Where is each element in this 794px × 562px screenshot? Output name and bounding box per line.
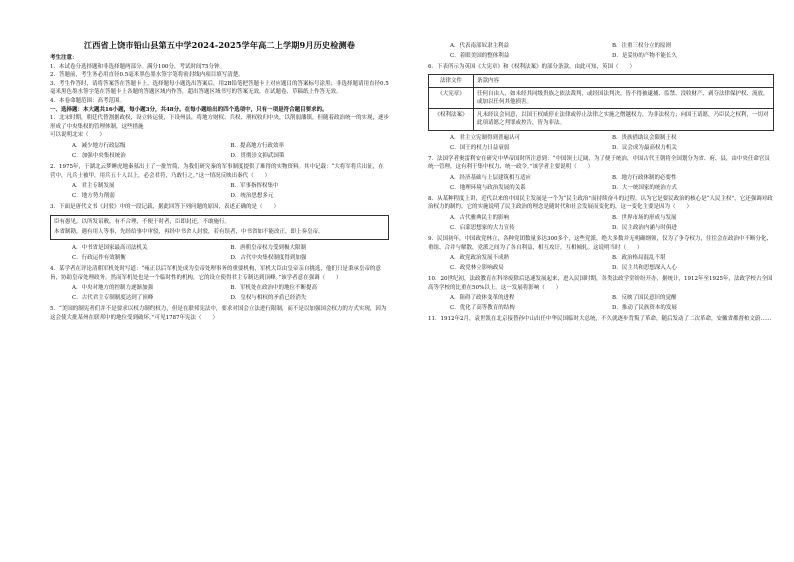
section-heading: 一、选择题：本大题共16小题，每小题3分，共48分。在每小题给出的四个选项中，只有一项是符合题目要求的。 bbox=[50, 106, 328, 113]
question-2-options bbox=[50, 181, 389, 201]
table-cell: 《权利法案》 bbox=[429, 109, 474, 130]
question-8-stem: 8．从某种程度上讲，近代以来的中国民主发展是一个为“民主政治”而持续奋斗的过程，认为它是要民政治的核心是“人民主权”，它还强调对政治权力的制约。它的实施说明了民主政治的理念是随时代和社会发展而变化的，这一变化主要是因为（ ） bbox=[428, 195, 773, 211]
question-6-table bbox=[428, 74, 774, 131]
source-text: 臣有愚见，以所发诏敕，有不合理，不便于时者，臣即封还，不敢施行。 bbox=[54, 218, 231, 225]
question-4-stem: 4．某学者在评论清朝军机处时写道：“雍正以后军机处成为皇帝处理事务的重要机构，军机大臣由皇帝亲自挑选，他们只是秉承皇帝的意旨，协助皇帝处理政务。然而军机处也是一个临时性的机构，它的设立使得君主专制达到顶峰。”该学者意在强调（ ） bbox=[50, 265, 381, 281]
question-1-stem-2: 可以说明北宋（ ） bbox=[50, 132, 106, 139]
option-b[interactable]: B．唐朝皇帝权力受到极大限制 bbox=[230, 244, 307, 251]
option-b[interactable]: B．政治格局混乱不堪 bbox=[612, 255, 666, 262]
question-1-options bbox=[50, 141, 389, 161]
option-b[interactable]: B．注重三权分立的原则 bbox=[612, 43, 672, 49]
question-5-options bbox=[428, 41, 774, 61]
option-d[interactable]: D．民主共和思想深入人心 bbox=[612, 265, 677, 272]
option-d[interactable]: D．民主政治内涵与时俱进 bbox=[612, 224, 677, 231]
table-cell: 条款内容 bbox=[474, 74, 774, 87]
option-d[interactable]: D．推动了民族资本的发展 bbox=[612, 305, 677, 312]
option-a[interactable]: A．中书省是国家最高司法机关 bbox=[72, 244, 148, 251]
question-10-options bbox=[428, 293, 774, 313]
option-c[interactable]: C．着眼美国的整体利益 bbox=[450, 53, 510, 59]
option-a[interactable]: A．经济基础与上层建筑相互适应 bbox=[450, 174, 531, 181]
table-cell: 《大宪章》 bbox=[429, 87, 474, 108]
question-6-options bbox=[428, 133, 774, 153]
table-row bbox=[429, 109, 774, 130]
question-3-options bbox=[50, 243, 389, 263]
option-a[interactable]: A．减少地方行政层级 bbox=[72, 142, 126, 149]
option-b[interactable]: B．军事指挥权集中 bbox=[230, 183, 279, 190]
option-a[interactable]: A．中央对地方的控制力逐渐加强 bbox=[72, 285, 153, 292]
notice-item: 2．答题前，考生务必用直径0.5毫米黑色墨水签字笔将密封线内项目填写清楚。 bbox=[50, 72, 244, 79]
option-c[interactable]: C．地方势力削弱 bbox=[72, 193, 115, 200]
table-row bbox=[429, 87, 774, 108]
question-7-options bbox=[428, 173, 774, 193]
question-9-options bbox=[428, 253, 774, 273]
question-11-stem: 11．1912年2月，袁世凯在北京接替孙中山出任中华民国临时大总统，不久就逐步背叛了革命，随后发动了二次革命，安徽省都督柏文蔚…… bbox=[428, 316, 772, 323]
question-4-options bbox=[50, 283, 389, 303]
table-cell: 凡未经议会同意，以国王权威停止法律或停止法律之实施之僭越权力，为非法权力；向国王请愿，乃臣民之权利，一切对此项请愿之判罪或控告，皆为非法。 bbox=[474, 109, 774, 130]
option-d[interactable]: D．议会成为最高权力机关 bbox=[612, 144, 677, 151]
table-cell: 任何自由人，如未经其同级贵族之依法裁判，或经国法判决，皆不得被逮捕、监禁、没收财产、剥夺法律保护权、流放，或加以任何其他损害。 bbox=[474, 87, 774, 108]
notice-item: 3．考生作答时，请将答案答在答题卡上。选择题每小题选出答案后，用2B铅笔把答题卡上对应题目的答案标号涂黑；非选择题请用直径0.5毫米黑色墨水签字笔在答题卡上各题的答题区域内作答，超出答题区域书写的答案无效，在试题卷、草稿纸上作答无效。 bbox=[50, 80, 389, 96]
right-column bbox=[404, 0, 792, 562]
notice-item: 1．本试卷分选择题和非选择题两部分。满分100分，考试时间75分钟。 bbox=[50, 63, 225, 70]
option-c[interactable]: C．启蒙思想家的大力宣传 bbox=[450, 224, 515, 231]
question-3-stem: 3．下面是唐代文书《封驳》中的一段记载，据此回答下列问题的原因，表述正确的是（ ） bbox=[50, 204, 280, 211]
option-a[interactable]: A．君主专制发展 bbox=[72, 183, 115, 190]
question-2-stem: 2．1975年，于湖北云梦睡虎地秦墓出土了一批竹简，为我们研究秦的军事制度提供了难得的实物资料。其中记载：“大将军将兵出征，在营中，凡兵士被甲，用兵五十人以上，必会君符，乃敢行之。”这一情况反映出秦代（ ） bbox=[50, 163, 384, 179]
option-c[interactable]: C．优化了高等教育的结构 bbox=[450, 305, 515, 312]
option-b[interactable]: B．军机处在政治中的地位不断提高 bbox=[230, 285, 318, 292]
option-d[interactable]: D．古代中央集权制度得到加强 bbox=[230, 254, 307, 261]
option-b[interactable]: B．世界市场的形成与发展 bbox=[612, 214, 677, 221]
option-b[interactable]: B．贵族借助议会限制王权 bbox=[612, 134, 677, 141]
question-10-stem: 10．20世纪初，法政教育在科举废除后迅速发展起来，进入民国时期，各类法政学堂纷纷开办，据统计，1912年至1925年，法政学校占全国高等学校的比重在50%以上。这一发展将影响（ ） bbox=[428, 276, 773, 291]
question-3-source-box bbox=[50, 215, 389, 240]
option-c[interactable]: C．政党林立影响政局 bbox=[450, 265, 504, 272]
option-b[interactable]: B．地方行政体制的必要性 bbox=[612, 174, 677, 181]
option-b[interactable]: B．反映了国民意识的觉醒 bbox=[612, 295, 677, 302]
question-5-stem: 5．“美国的制宪者们并不是要求以权力制约权力，但是在联邦宪法中，要求对国会立法进行限制，而不是以加强国会权力的方式实现，因为这会使大批某州在联邦中的地位受到破坏。”可见1787年宪法（ ） bbox=[50, 306, 387, 321]
notice-item: 4．本卷命题范围：高考范围。 bbox=[50, 97, 126, 104]
option-c[interactable]: C．国王的权力日益衰弱 bbox=[450, 144, 510, 151]
table-cell: 法律文件 bbox=[429, 74, 474, 87]
option-b[interactable]: B．提高地方行政效率 bbox=[230, 142, 285, 149]
option-d[interactable]: D．是妥协的产物不能长久 bbox=[612, 53, 677, 59]
question-8-options bbox=[428, 213, 774, 233]
option-c[interactable]: C．古代君主专制制度达到了顶峰 bbox=[72, 295, 154, 302]
question-1-stem: 1．北宋时期，朝廷代替割据政权，设立转运使，下设州县，将地方财权、兵权、刑权收归中央，以削弱藩镇。但随着政治统一的实现，逐步形成了中央集权的管理体制。这些措施 bbox=[50, 115, 390, 130]
source-text: 本省制勘，遇有用人等事，先经给事中审驳，再经中书舍人封驳，若有误者，中书省如不能改正，即上奏皇帝。 bbox=[54, 229, 324, 236]
question-9-stem: 9．民国初年，中国政党林立，各种党团数量多达300多个，这些党派，绝大多数并无明确纲领，仅为了争夺权力，往往会在政治中不断分化、重组、合并与解散，党派之间为了各自利益，相互攻讦，互相倾轧。这说明当时（ ） bbox=[428, 235, 773, 251]
question-7-stem: 7．法国学者奥雷利安在研究中华帝国时所注意到：“中国领土辽阔，为了便于统治，中国古代王朝将全国划分为省、府、县，由中央任命官员统一管理，这有利于集中权力、统一政令。”该学者主要说明（ ） bbox=[428, 155, 770, 171]
option-d[interactable]: D．统治思想多元 bbox=[230, 193, 274, 200]
notice-heading: 考生注意： bbox=[50, 55, 78, 61]
option-a[interactable]: A．古代雅典民主的影响 bbox=[450, 214, 509, 221]
question-6-stem: 6．下表所示为英国《大宪章》和《权利法案》的部分条款。由此可知，英国（ ） bbox=[428, 64, 636, 70]
page-title: 江西省上饶市铅山县第五中学2024-2025学年高二上学期9月历史检测卷 bbox=[83, 40, 356, 50]
option-d[interactable]: D．皇权与相权的矛盾已经消失 bbox=[230, 295, 307, 302]
option-c[interactable]: C．加强中央集权统治 bbox=[72, 152, 126, 159]
option-a[interactable]: A．政党政治发展不成熟 bbox=[450, 255, 509, 262]
option-c[interactable]: C．行政运作有效制衡 bbox=[72, 254, 126, 261]
option-c[interactable]: C．地理环境与政治发展的关系 bbox=[450, 184, 526, 191]
option-a[interactable]: A．代表南部奴隶主利益 bbox=[450, 43, 509, 49]
option-d[interactable]: D．贯彻崇文抑武国策 bbox=[230, 152, 285, 159]
option-a[interactable]: A．阻碍了政体变革的进程 bbox=[450, 295, 515, 302]
option-a[interactable]: A．君主立宪制得到普遍认可 bbox=[450, 134, 520, 141]
left-column bbox=[0, 0, 395, 562]
table-row bbox=[429, 74, 774, 87]
option-d[interactable]: D．大一统国家的统治方式 bbox=[612, 184, 677, 191]
